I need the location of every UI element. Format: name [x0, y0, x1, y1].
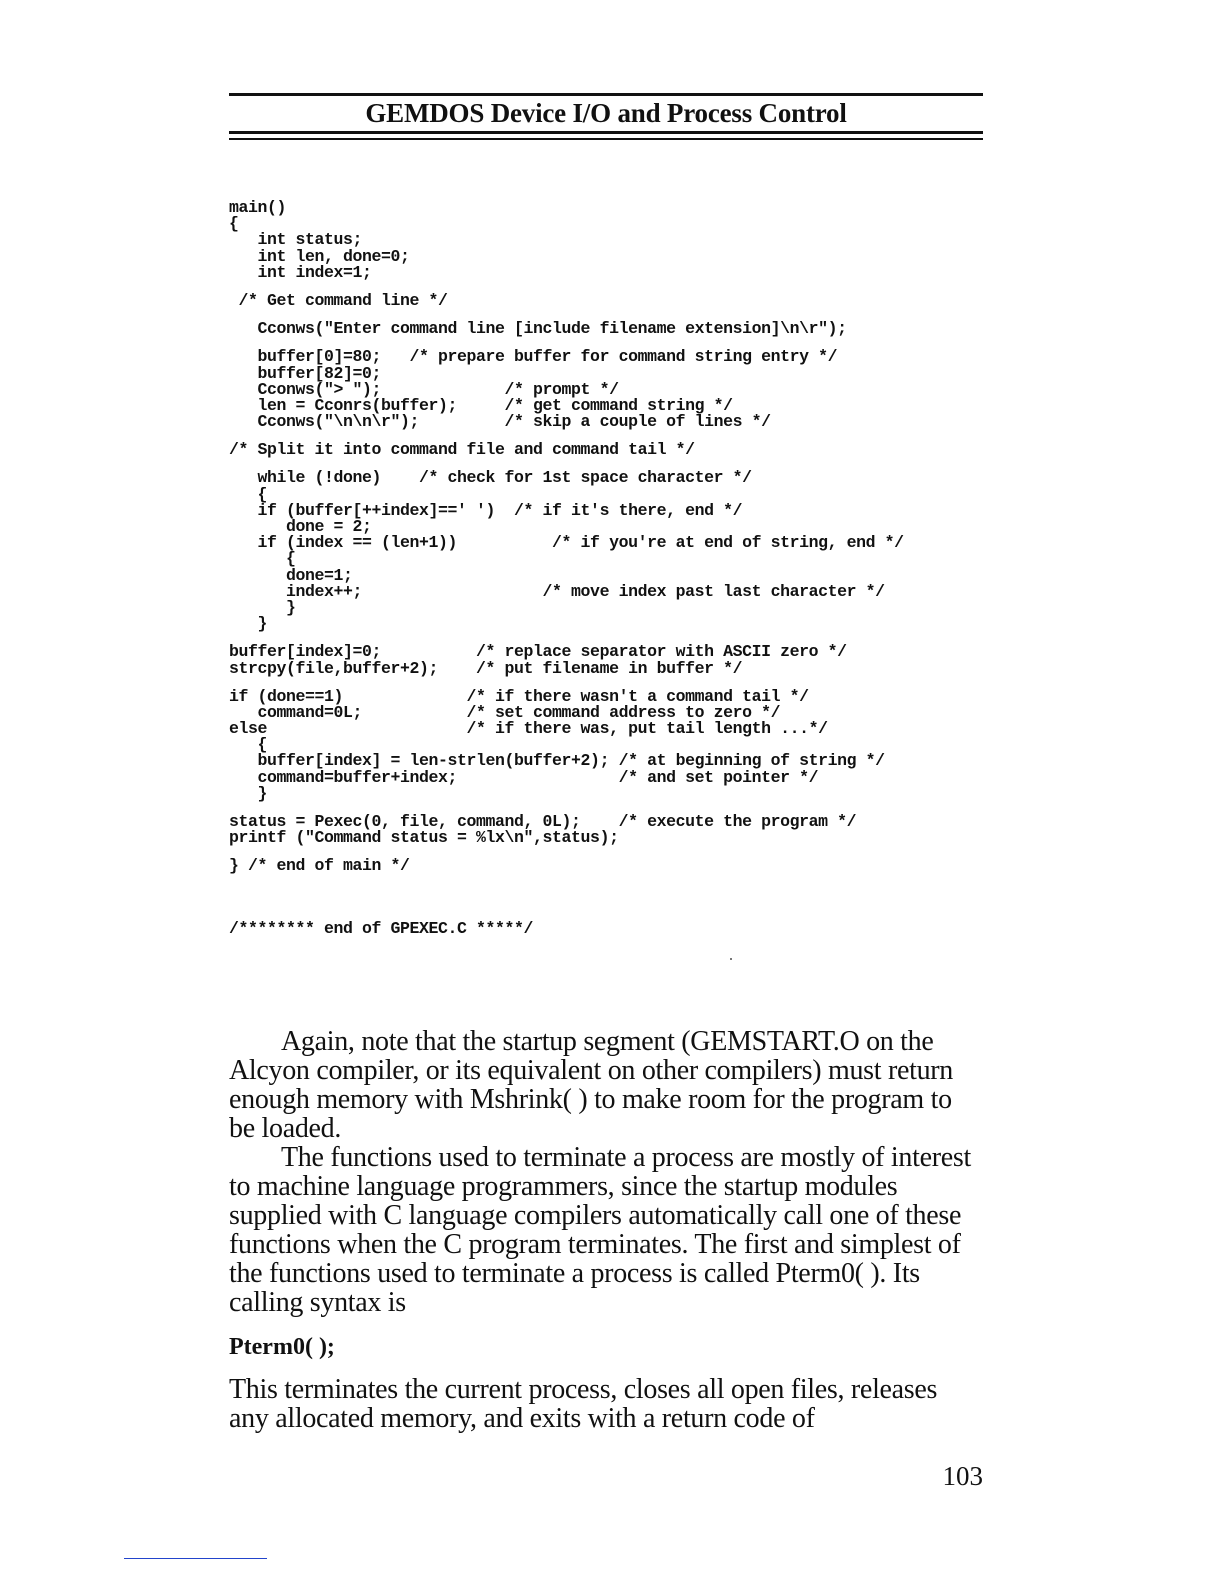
syntax-line: Pterm0( ); — [229, 1334, 335, 1360]
code-line: while (!done) /* check for 1st space character */ — [229, 468, 752, 488]
code-line: len = Cconrs(buffer); /* get command string */ — [229, 395, 733, 415]
code-line: printf ("Command status = %lx\n",status); — [229, 828, 619, 848]
running-title: GEMDOS Device I/O and Process Control — [365, 98, 847, 128]
code-line: done = 2; — [229, 517, 372, 536]
scan-speck — [730, 958, 732, 960]
page-number: 103 — [942, 1461, 983, 1491]
paragraph-startup-note: Again, note that the startup segment (GEMSTART.O on the Alcyon compiler, or its equivalent on other compilers) must return enough memory with Mshrink( ) to make room for the program to be loaded. — [229, 1026, 954, 1144]
paragraph-pterm0-description: This terminates the current process, closes all open files, releases any allocated memory, and exits with a return code of — [229, 1374, 938, 1434]
footer-link-underline — [124, 1558, 267, 1559]
code-blank-line — [229, 875, 904, 921]
code-line: buffer[index] = len-strlen(buffer+2); /* at beginning of string */ — [229, 751, 885, 771]
code-line: main() — [229, 198, 287, 217]
code-line: index++; /* move index past last character */ — [229, 581, 885, 601]
code-line: { — [229, 549, 296, 569]
code-listing — [229, 200, 904, 937]
code-line: command=0L; /* set command address to zero */ — [229, 702, 781, 722]
code-line: int len, done=0; — [229, 246, 410, 266]
code-line: buffer[0]=80; /* prepare buffer for command string entry */ — [229, 347, 838, 367]
code-line: { — [229, 735, 268, 755]
code-line: if (done==1) /* if there wasn't a command tail */ — [229, 686, 809, 706]
code-line: done=1; — [229, 565, 353, 585]
code-line: buffer[index]=0; /* replace separator with ASCII zero */ — [229, 642, 847, 662]
code-line: int index=1; — [229, 262, 372, 282]
code-line: buffer[82]=0; — [229, 363, 382, 383]
header-rule-top — [229, 93, 983, 96]
code-line: } — [229, 614, 268, 634]
code-line: /* Get command line */ — [229, 290, 448, 310]
code-line: /* Split it into command file and command tail */ — [229, 440, 695, 460]
code-line: Cconws("> "); /* prompt */ — [229, 379, 619, 399]
code-line: Cconws("Enter command line [include filename extension]\n\r"); — [229, 319, 847, 339]
code-line: command=buffer+index; /* and set pointer */ — [229, 767, 819, 787]
code-line: if (index == (len+1)) /* if you're at end of string, end */ — [229, 533, 904, 553]
code-line: status = Pexec(0, file, command, 0L); /* execute the program */ — [229, 812, 857, 831]
code-line: else /* if there was, put tail length ...*/ — [229, 719, 828, 739]
header-rule-bottom — [229, 131, 983, 134]
code-line: } /* end of main */ — [229, 856, 410, 876]
code-line: /******** end of GPEXEC.C *****/ — [229, 918, 534, 938]
code-line: } — [229, 783, 268, 803]
code-line: } — [229, 597, 296, 617]
code-line: { — [229, 484, 268, 504]
code-line: int status; — [229, 230, 363, 250]
paragraph-terminate-functions: The functions used to terminate a process are mostly of interest to machine language programmers, since the startup modules supplied with C language compilers automatically call one of these functions when the C program terminates. The first and simplest of the functions used to terminate a process is called Pterm0( ). Its calling syntax is — [229, 1142, 971, 1318]
code-line: { — [229, 214, 239, 234]
code-line: Cconws("\n\n\r"); /* skip a couple of lines */ — [229, 412, 771, 432]
code-line: strcpy(file,buffer+2); /* put filename in buffer */ — [229, 658, 743, 678]
header-rule-bottom-thin — [229, 138, 983, 140]
code-line: if (buffer[++index]==' ') /* if it's there, end */ — [229, 500, 743, 520]
